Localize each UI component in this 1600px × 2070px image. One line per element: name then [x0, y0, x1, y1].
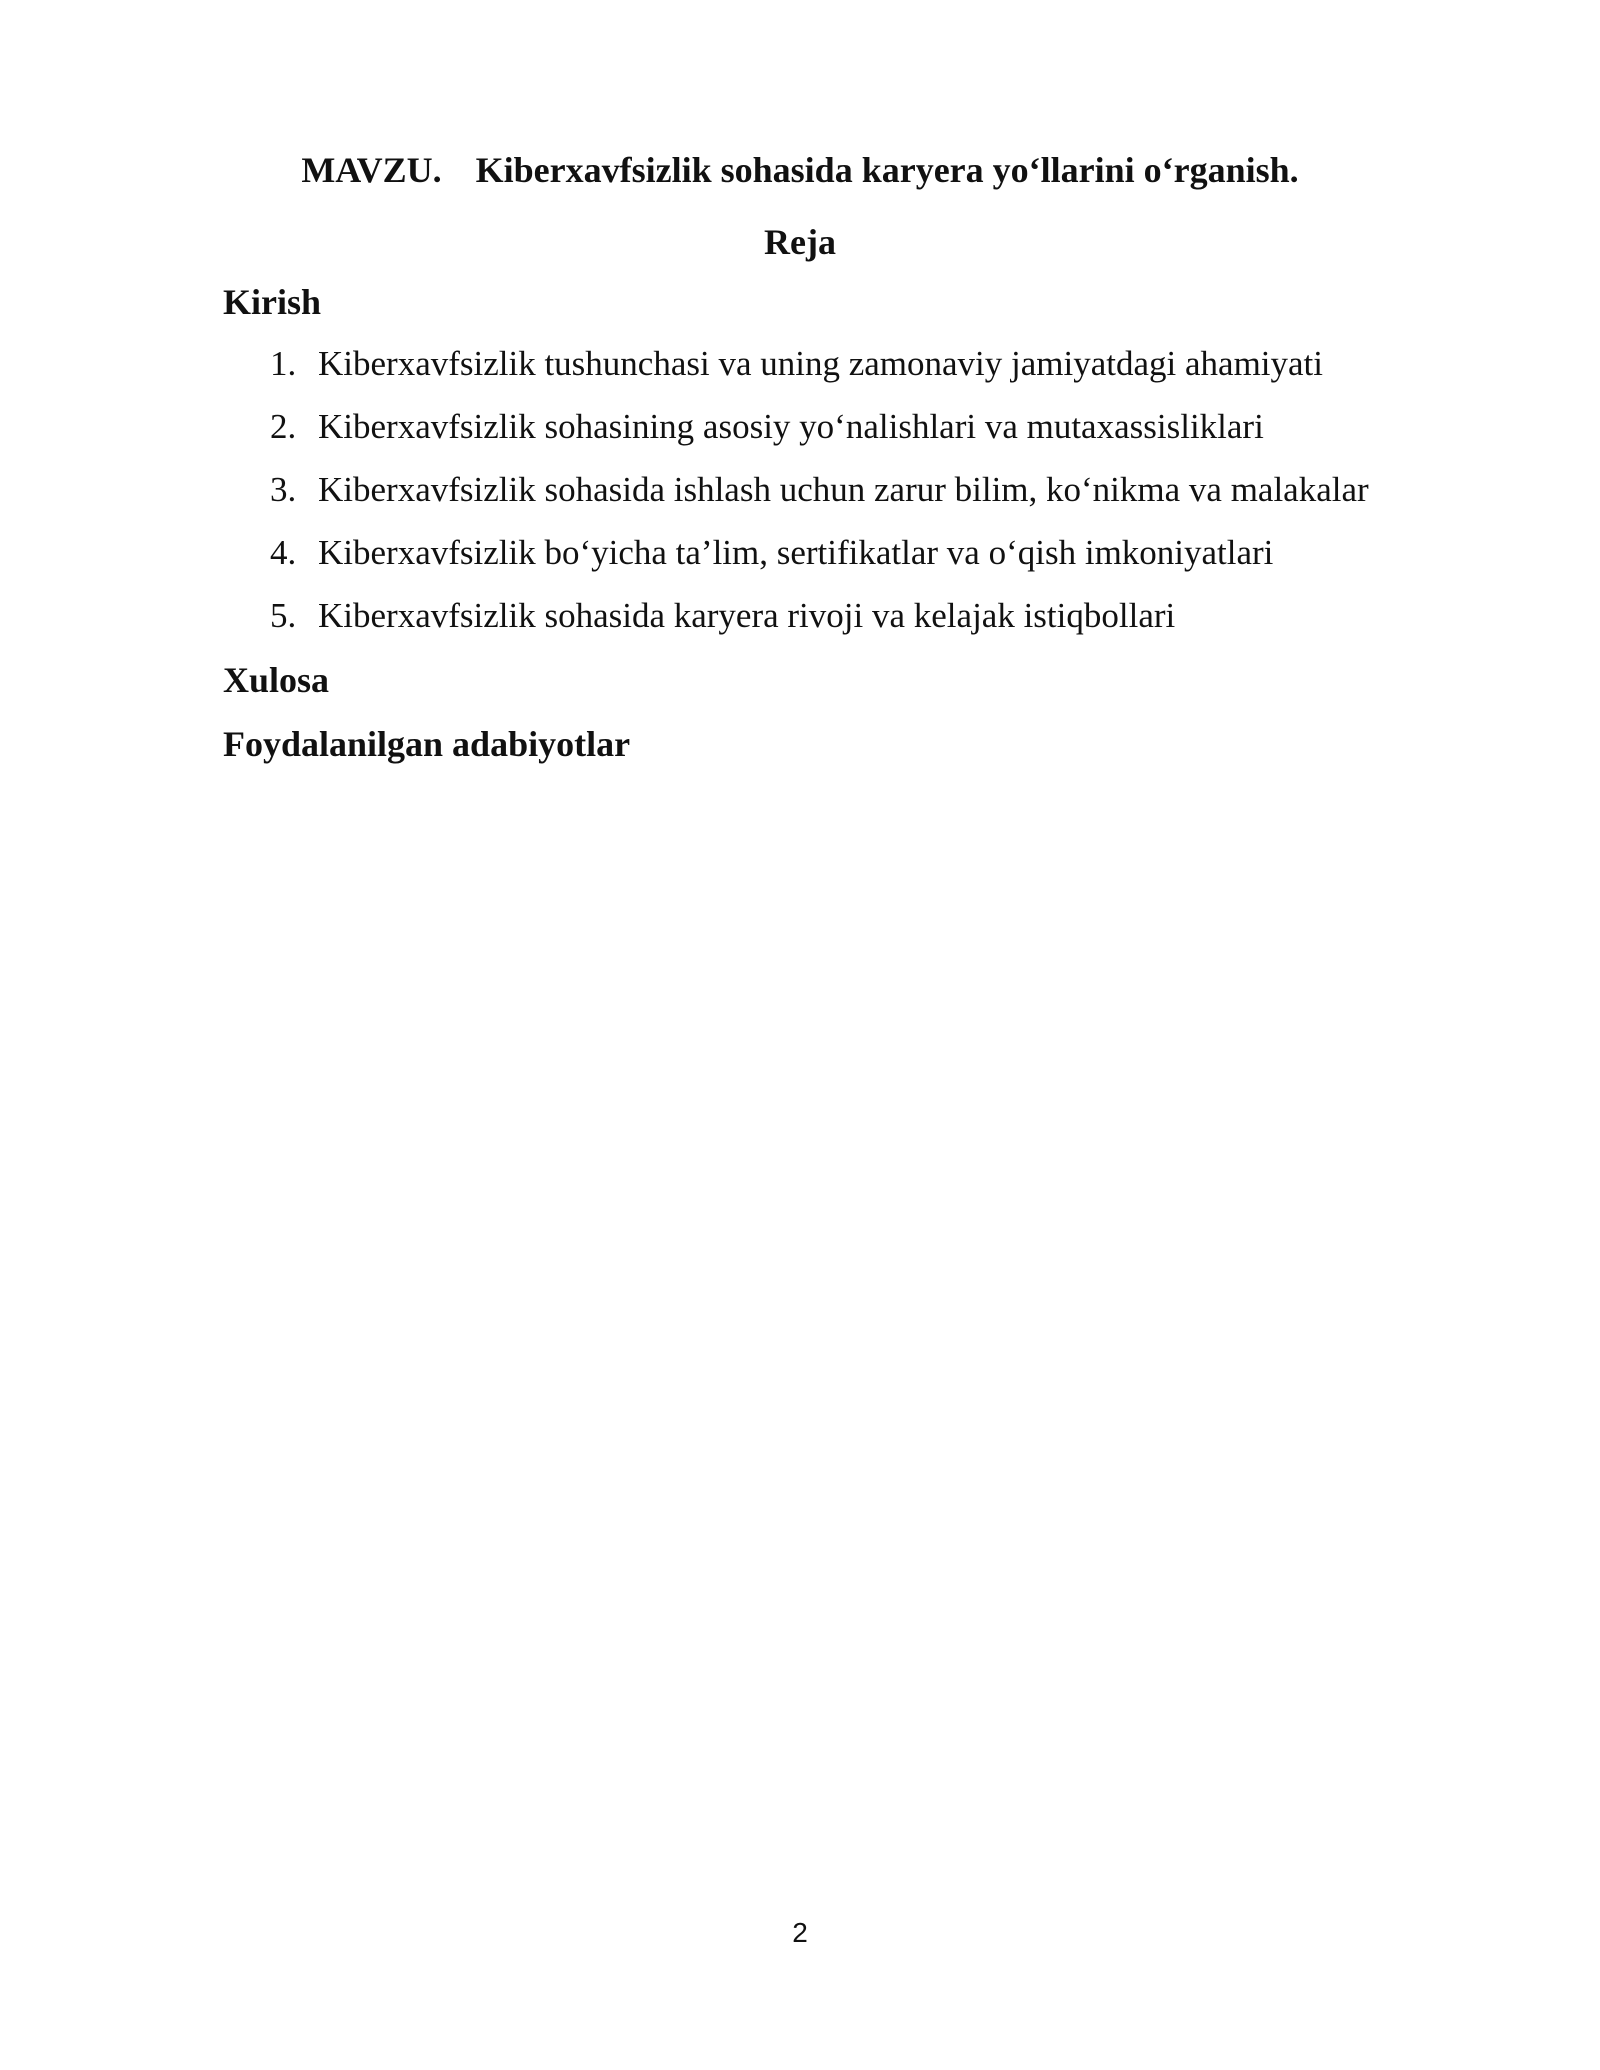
plan-item — [270, 531, 1369, 594]
plan-item-number: 3. — [270, 470, 297, 509]
plan-item-text: Kiberxavfsizlik sohasida karyera rivoji va kelajak istiqbollari — [318, 596, 1176, 635]
plan-item — [270, 594, 1369, 657]
intro-heading: Kirish — [223, 282, 322, 322]
plan-item-number: 2. — [270, 407, 297, 446]
plan-item-text: Kiberxavfsizlik sohasining asosiy yo‘nalishlari va mutaxassisliklari — [318, 407, 1264, 446]
plan-item-text: Kiberxavfsizlik sohasida ishlash uchun zarur bilim, ko‘nikma va malakalar — [318, 470, 1369, 509]
plan-item-number: 4. — [270, 533, 297, 572]
plan-item-number: 5. — [270, 596, 297, 635]
plan-item — [270, 468, 1369, 531]
page-number: 2 — [792, 1917, 808, 1948]
plan-heading: Reja — [764, 222, 836, 262]
document-title — [0, 148, 1600, 192]
plan-item — [270, 342, 1369, 405]
title-text: Kiberxavfsizlik sohasida karyera yo‘llarini o‘rganish. — [475, 150, 1299, 190]
plan-item-text: Kiberxavfsizlik tushunchasi va uning zamonaviy jamiyatdagi ahamiyati — [318, 344, 1324, 383]
plan-item-number: 1. — [270, 344, 297, 383]
plan-item-text: Kiberxavfsizlik bo‘yicha ta’lim, sertifikatlar va o‘qish imkoniyatlari — [318, 533, 1274, 572]
references-heading: Foydalanilgan adabiyotlar — [223, 724, 631, 764]
plan-list — [270, 342, 1369, 657]
title-label: MAVZU. — [301, 150, 442, 190]
plan-item — [270, 405, 1369, 468]
conclusion-heading: Xulosa — [223, 660, 330, 700]
